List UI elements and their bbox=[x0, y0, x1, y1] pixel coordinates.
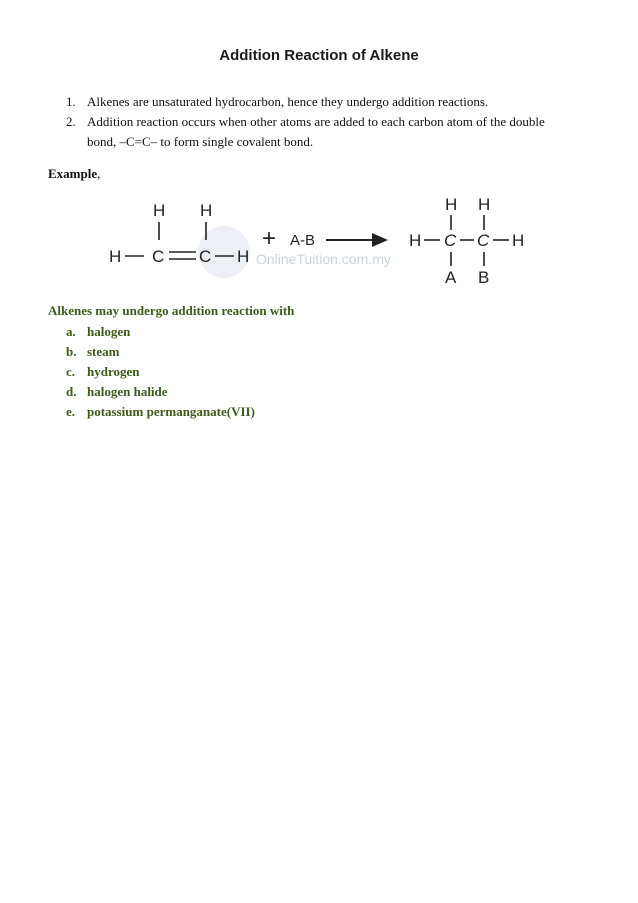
list-item-text: halogen halide bbox=[87, 384, 168, 399]
product-c-left: C bbox=[444, 231, 457, 250]
list-marker: a. bbox=[66, 324, 76, 339]
list-marker: c. bbox=[66, 364, 76, 379]
list-marker: 2. bbox=[66, 114, 76, 129]
page-title: Addition Reaction of Alkene bbox=[219, 47, 419, 64]
reagent-label: A-B bbox=[290, 232, 316, 249]
reactant-c-right: C bbox=[199, 247, 212, 266]
example-label bbox=[48, 166, 100, 182]
list-item-text: halogen bbox=[87, 324, 131, 339]
product-h-left: H bbox=[409, 231, 422, 250]
reactant-h-top-right: H bbox=[200, 201, 213, 220]
list-item-text: hydrogen bbox=[87, 364, 140, 379]
list-item bbox=[66, 322, 255, 342]
product-substituent-b: B bbox=[478, 268, 490, 287]
example-label-text: Example bbox=[48, 166, 98, 181]
reaction-arrow bbox=[326, 233, 388, 247]
watermark-text: OnlineTuition.com.my bbox=[256, 251, 391, 267]
list-marker: d. bbox=[66, 384, 77, 399]
reactions-intro: Alkenes may undergo addition reaction with bbox=[48, 303, 295, 318]
reactions-list bbox=[66, 322, 255, 422]
plus-sign: + bbox=[262, 225, 277, 252]
numbered-list bbox=[66, 92, 566, 152]
product-h-top-right: H bbox=[478, 195, 491, 214]
product-c-right: C bbox=[477, 231, 490, 250]
reactant-h-right: H bbox=[237, 247, 250, 266]
list-item-text: Alkenes are unsaturated hydrocarbon, hence they undergo addition reactions. bbox=[87, 94, 489, 109]
example-label-punct: , bbox=[97, 166, 101, 181]
product-substituent-a: A bbox=[445, 268, 457, 287]
list-item-text: potassium permanganate(VII) bbox=[87, 404, 255, 419]
list-item bbox=[66, 112, 566, 152]
list-marker: 1. bbox=[66, 94, 76, 109]
reactant-c-left: C bbox=[152, 247, 165, 266]
reactant-h-left: H bbox=[109, 247, 122, 266]
list-item bbox=[66, 402, 255, 422]
list-item-text: steam bbox=[87, 344, 120, 359]
product-h-right: H bbox=[512, 231, 525, 250]
list-item-text: Addition reaction occurs when other atoms are added to each carbon atom of the double bond, –C=C– to form single covalent bond. bbox=[87, 114, 545, 149]
list-item bbox=[66, 92, 566, 112]
product-structure bbox=[409, 195, 524, 287]
product-h-top-left: H bbox=[445, 195, 458, 214]
list-item bbox=[66, 382, 255, 402]
reactant-h-top-left: H bbox=[153, 201, 166, 220]
list-marker: e. bbox=[66, 404, 76, 419]
list-marker: b. bbox=[66, 344, 77, 359]
reaction-diagram bbox=[100, 190, 540, 290]
list-item bbox=[66, 362, 255, 382]
arrow-head-icon bbox=[372, 233, 388, 247]
list-item bbox=[66, 342, 255, 362]
